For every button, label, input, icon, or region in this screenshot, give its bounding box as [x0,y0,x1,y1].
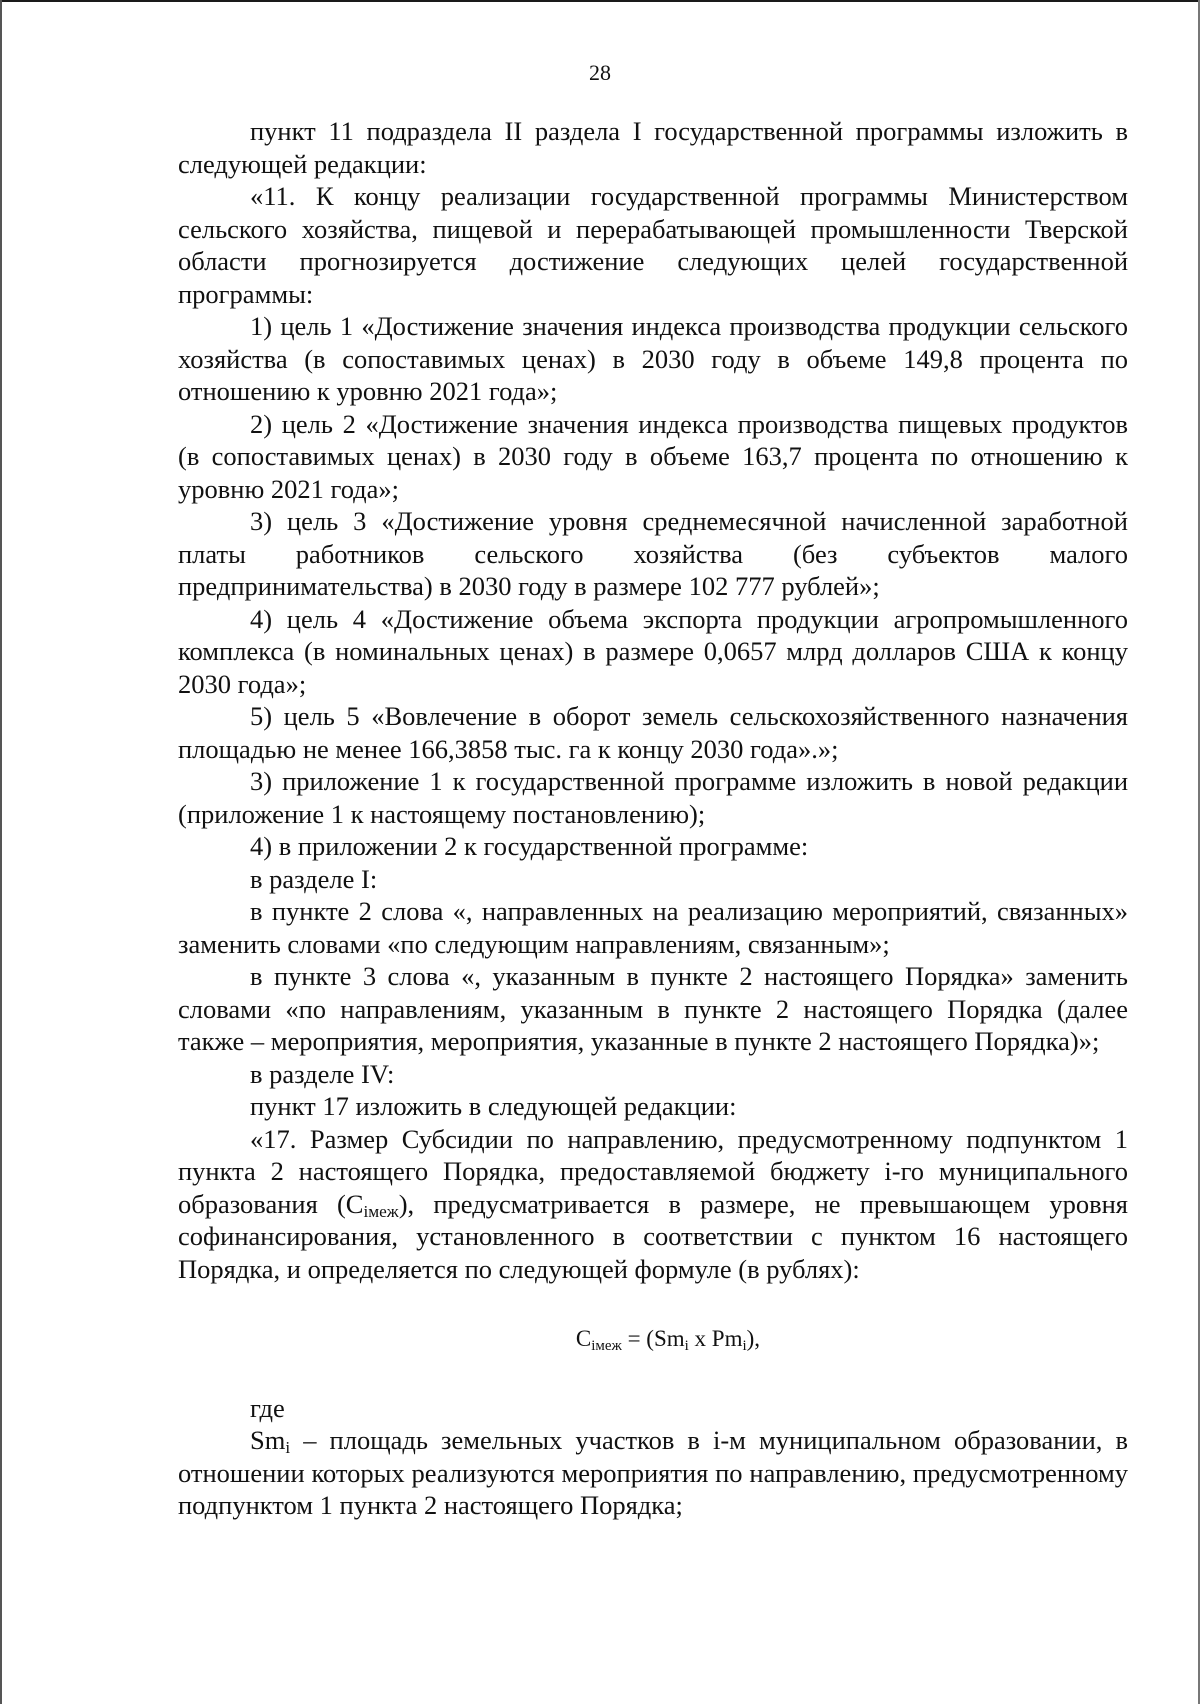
paragraph: в пункте 3 слова «, указанным в пункте 2 настоящего Порядка» заменить словами «по направлениям, указанным в пункте 2 настоящего Порядка (далее также – мероприятия, мероприятия, указанные в пункте 2 настоящего Порядка)»; [178,961,1128,1056]
definition-term: Sm [250,1425,286,1455]
paragraph: 4) в приложении 2 к государственной программе: [250,831,809,861]
subscript: iмеж [363,1201,399,1221]
paragraph: в пункте 2 слова «, направленных на реализацию мероприятий, связанных» заменить словами «по следующим направлениям, связанным»; [178,896,1128,959]
formula-lhs-sub: iмеж [591,1338,622,1354]
paragraph: в разделе I: [250,863,378,894]
formula-lhs: С [575,1326,592,1351]
scan-top-edge [0,0,1200,2]
formula-end: ), [746,1326,761,1351]
paragraph-goal-5: 5) цель 5 «Вовлечение в оборот земель сельскохозяйственного назначения площадью не менее 166,3858 тыс. га к концу 2030 года».»; [178,701,1128,764]
formula-sub: i [684,1338,689,1354]
point-17-text-cont: ), предусматривается в размере, не превышающем уровня софинансирования, установленного в соответствии с пунктом 16 настоящего Порядка, и определяется по следующей формуле (в рублях): [178,1188,1128,1284]
formula-part: x Pm [688,1326,743,1351]
definition-sm [178,1424,1128,1522]
paragraph: в разделе IV: [250,1058,395,1089]
paragraph-goal-4: 4) цель 4 «Достижение объема экспорта продукции агропромышленного комплекса (в номинальных ценах) в размере 0,0657 млрд долларов США к концу 2030 года»; [178,603,1128,699]
definition-text: – площадь земельных участков в i-м муниципальном образовании, в отношении которых реализуются мероприятия по направлению, предусмотренному подпунктом 1 пункта 2 настоящего Порядка; [178,1425,1128,1520]
paragraph: 3) приложение 1 к государственной программе изложить в новой редакции (приложение 1 к настоящему постановлению); [178,766,1128,829]
paragraph-goal-3: 3) цель 3 «Достижение уровня среднемесячной начисленной заработной платы работников сельского хозяйства (без субъектов малого предпринимательства) в 2030 году в размере 102 777 рублей»; [178,506,1128,601]
paragraph: пункт 11 подраздела II раздела I государственной программы изложить в следующей редакции: [178,116,1128,179]
paragraph: «11. К концу реализации государственной программы Министерством сельского хозяйства, пищевой и перерабатывающей промышленности Тверской области прогнозируется достижение следующих целей государственной программы: [178,181,1128,309]
paragraph-goal-1: 1) цель 1 «Достижение значения индекса производства продукции сельского хозяйства (в сопоставимых ценах) в 2030 году в объеме 149,8 процента по отношению к уровню 2021 года»; [178,311,1128,406]
where-label: где [250,1392,285,1423]
paragraph: пункт 17 изложить в следующей редакции: [250,1091,737,1121]
document-body [178,115,1128,1522]
page-number: 28 [589,60,611,85]
paragraph-goal-2: 2) цель 2 «Достижение значения индекса производства пищевых продуктов (в сопоставимых ценах) в 2030 году в объеме 163,7 процента по отношению к уровню 2021 года»; [178,408,1128,504]
point-17-text: «17. Размер Субсидии по направлению, предусмотренному подпунктом 1 пункта 2 настоящего Порядка, предоставляемой бюджету i-го муниципального образования (С [178,1123,1128,1219]
paragraph-point-17 [178,1123,1128,1286]
formula-part: = (Sm [621,1326,685,1351]
scan-left-edge [0,0,2,1704]
definition-sub: i [285,1438,291,1457]
formula [178,1323,1128,1356]
formula-sub: i [742,1338,747,1354]
